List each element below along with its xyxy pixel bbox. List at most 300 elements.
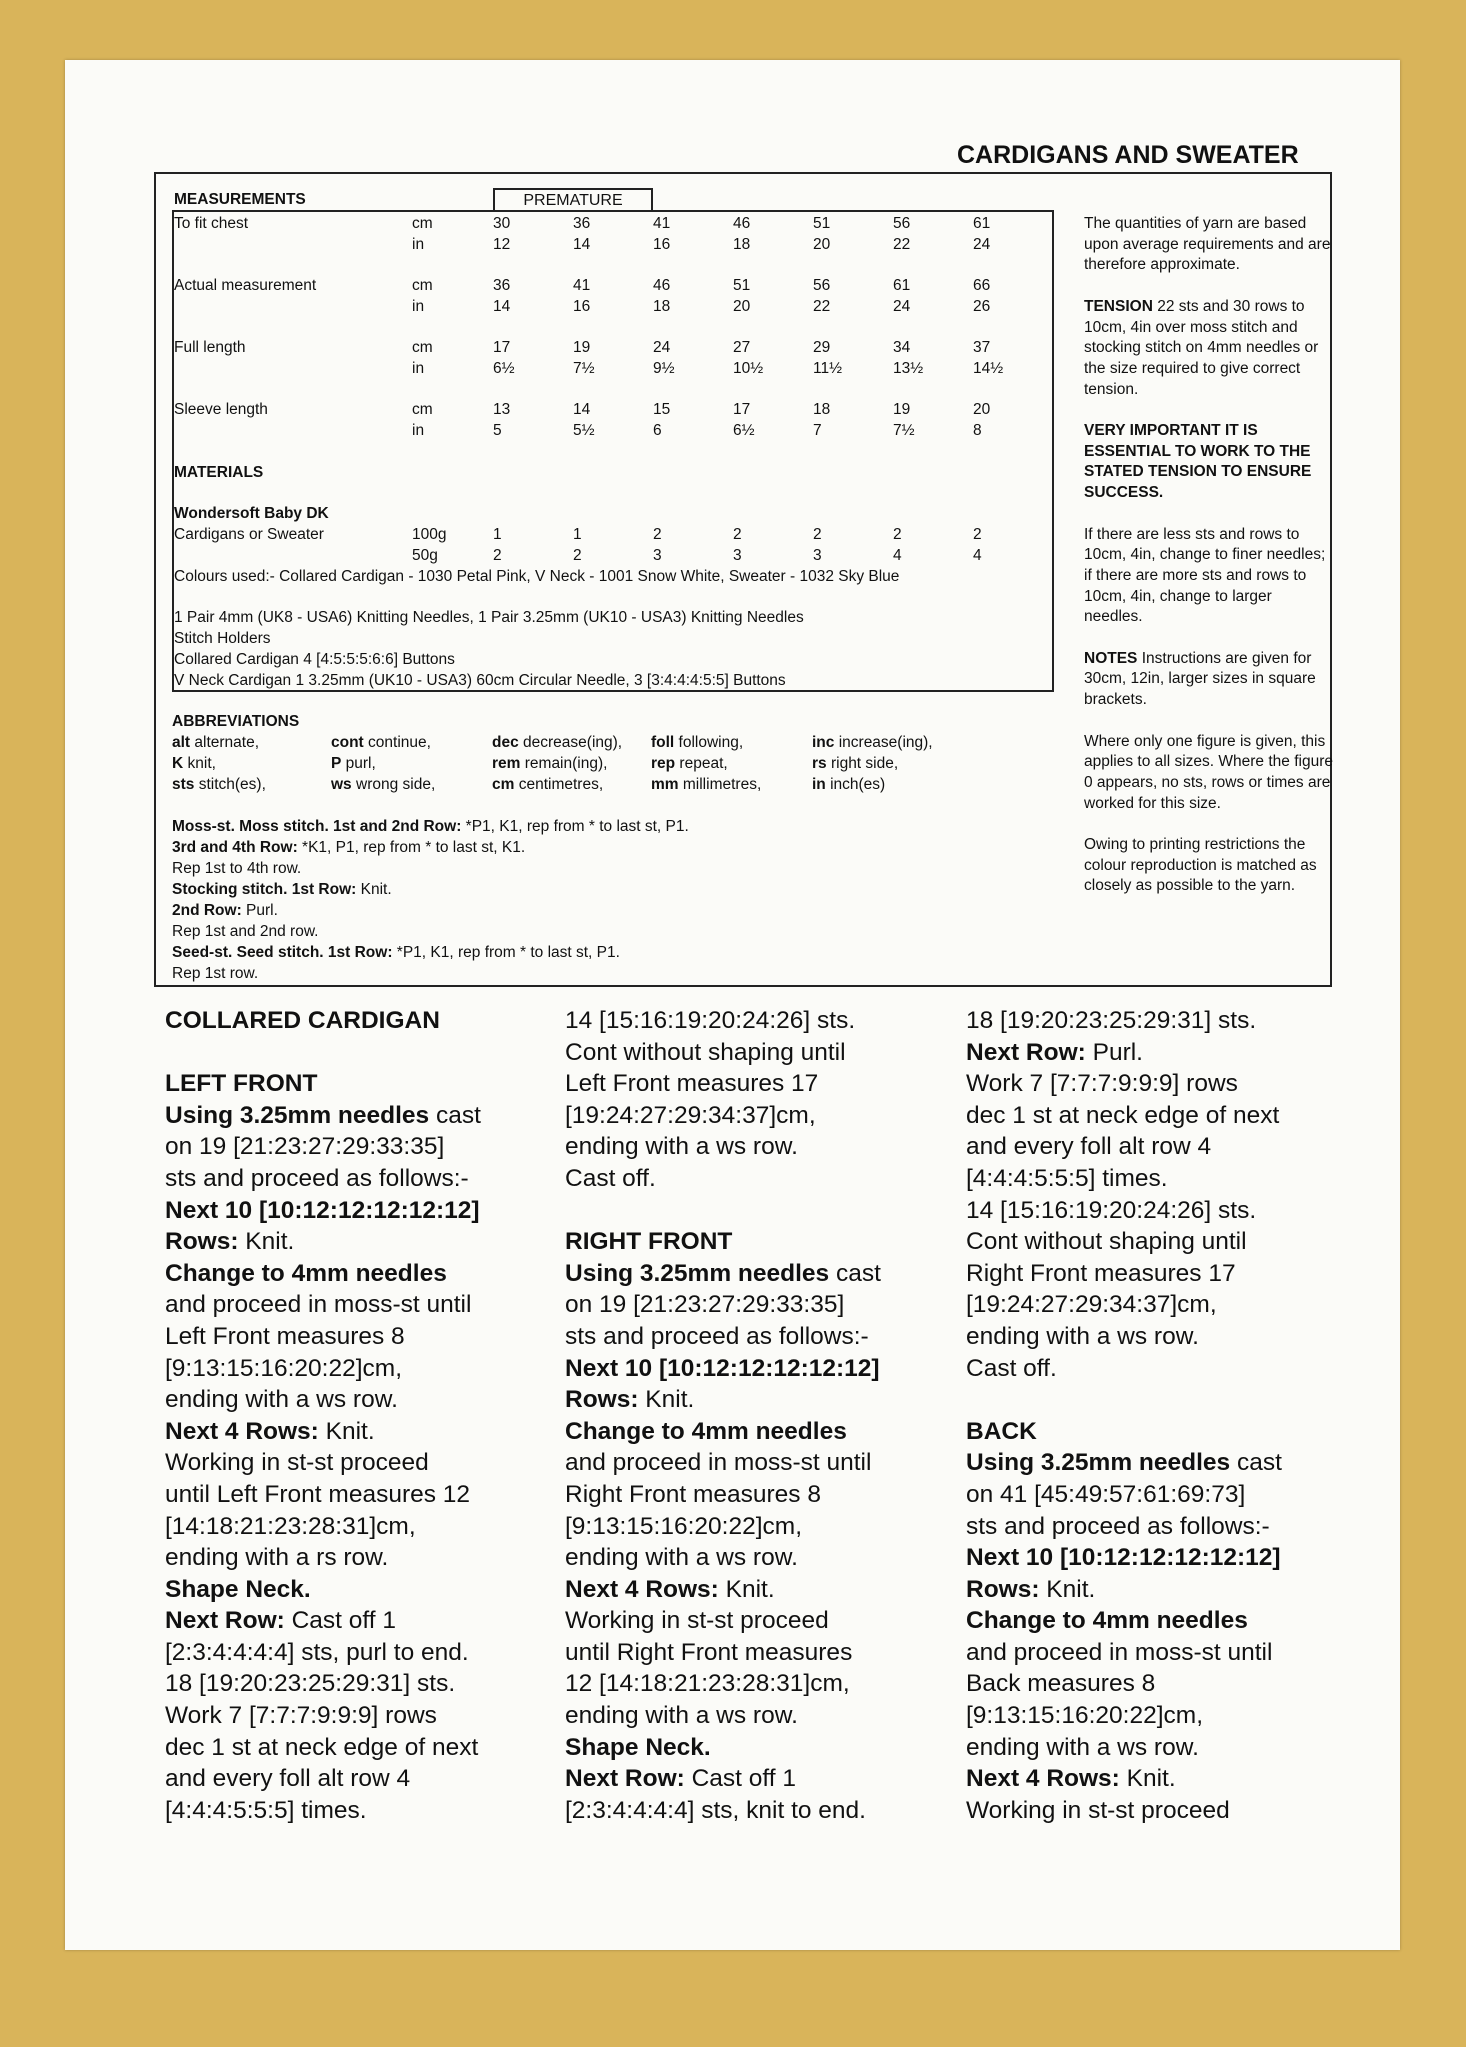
instruction-line bbox=[565, 1289, 945, 1321]
instruction-bold: Rows: bbox=[966, 1575, 1040, 1603]
measurement-unit: in bbox=[412, 360, 425, 377]
instruction-line bbox=[165, 1447, 545, 1479]
measurement-unit: in bbox=[412, 422, 425, 439]
abbreviation-meaning: stitch(es), bbox=[194, 776, 266, 793]
measurement-value: 61 bbox=[893, 277, 911, 294]
instruction-text: Right Front measures 17 bbox=[966, 1259, 1236, 1287]
measurement-value: 5 bbox=[493, 422, 502, 439]
single-figure-note: Where only one figure is given, this applies to all sizes. Where the figure 0 appears, no sts, rows or times are worked for this size. bbox=[1084, 732, 1333, 812]
measurement-value: 37 bbox=[973, 339, 991, 356]
instruction-text: ending with a ws row. bbox=[565, 1702, 798, 1730]
measurement-value: 16 bbox=[573, 298, 591, 315]
abbreviation-item bbox=[651, 775, 761, 795]
instruction-line bbox=[966, 1763, 1346, 1795]
measurement-value: 16 bbox=[653, 236, 671, 253]
measurement-value: 61 bbox=[973, 215, 991, 232]
instruction-text: ending with a ws row. bbox=[966, 1733, 1199, 1761]
measurement-value: 6½ bbox=[733, 422, 755, 439]
instruction-bold: Next Row: bbox=[565, 1765, 685, 1793]
instruction-line bbox=[966, 1068, 1346, 1100]
notes-label: NOTES bbox=[1084, 649, 1138, 667]
instruction-text: Knit. bbox=[718, 1575, 775, 1603]
instruction-bold: Using 3.25mm needles bbox=[565, 1259, 830, 1287]
abbreviation-meaning: wrong side, bbox=[351, 776, 436, 793]
instruction-bold: Using 3.25mm needles bbox=[966, 1449, 1231, 1477]
instruction-line bbox=[165, 1068, 545, 1100]
yarn-ball-count: 2 bbox=[893, 526, 902, 543]
important-note: VERY IMPORTANT IT IS ESSENTIAL TO WORK TO THE STATED TENSION TO ENSURE SUCCESS. bbox=[1084, 422, 1312, 502]
instruction-text: Knit. bbox=[238, 1228, 295, 1256]
abbreviation-term: alt bbox=[172, 734, 191, 751]
measurement-value: 19 bbox=[573, 339, 591, 356]
instruction-line bbox=[966, 1668, 1346, 1700]
measurement-value: 6 bbox=[653, 422, 662, 439]
instruction-line bbox=[165, 1732, 545, 1764]
measurement-value: 24 bbox=[893, 298, 911, 315]
instruction-line bbox=[165, 1195, 545, 1227]
instruction-text: Purl. bbox=[1085, 1038, 1143, 1066]
instruction-text: cast bbox=[1230, 1449, 1282, 1477]
abbreviation-item bbox=[172, 733, 259, 753]
stitch-line bbox=[172, 817, 689, 837]
abbreviation-item bbox=[651, 754, 728, 774]
abbreviation-meaning: purl, bbox=[341, 755, 376, 772]
stitch-line bbox=[172, 922, 319, 942]
measurement-unit: in bbox=[412, 298, 425, 315]
measurement-value: 41 bbox=[653, 215, 671, 232]
instruction-text: Cont without shaping until bbox=[565, 1038, 846, 1066]
abbreviation-item bbox=[812, 733, 933, 753]
instruction-line bbox=[165, 1511, 545, 1543]
instructions-column-1 bbox=[165, 1005, 545, 1826]
instruction-bold: Next 4 Rows: bbox=[565, 1575, 719, 1603]
measurement-value: 27 bbox=[733, 339, 751, 356]
instruction-bold: Change to 4mm needles bbox=[565, 1417, 847, 1445]
measurement-value: 6½ bbox=[493, 360, 515, 377]
measurement-value: 14 bbox=[493, 298, 511, 315]
instruction-bold: LEFT FRONT bbox=[165, 1070, 318, 1098]
stitch-line bbox=[172, 964, 258, 984]
measurement-value: 17 bbox=[733, 401, 751, 418]
measurement-value: 24 bbox=[653, 339, 671, 356]
instruction-text: [9:13:15:16:20:22]cm, bbox=[565, 1512, 802, 1540]
instruction-text: 18 [19:20:23:25:29:31] sts. bbox=[966, 1007, 1257, 1034]
measurement-value: 66 bbox=[973, 277, 991, 294]
measurement-value: 20 bbox=[813, 236, 831, 253]
measurement-value: 18 bbox=[653, 298, 671, 315]
yarn-ball-count: 2 bbox=[653, 526, 662, 543]
notes-sidebar bbox=[1084, 214, 1334, 918]
instruction-line bbox=[966, 1321, 1346, 1353]
instruction-line bbox=[565, 1353, 945, 1385]
instruction-line bbox=[966, 1163, 1346, 1195]
instruction-text: [4:4:4:5:5:5] times. bbox=[165, 1796, 367, 1824]
instruction-text: Cont without shaping until bbox=[966, 1228, 1247, 1256]
stitch-line bbox=[172, 880, 392, 900]
instruction-text: dec 1 st at neck edge of next bbox=[165, 1733, 479, 1761]
instruction-text: Knit. bbox=[638, 1386, 695, 1414]
instruction-line bbox=[966, 1732, 1346, 1764]
stitch-instruction: *K1, P1, rep from * to last st, K1. bbox=[297, 839, 526, 856]
instruction-line bbox=[565, 1542, 945, 1574]
instruction-bold: Rows: bbox=[565, 1386, 639, 1414]
instruction-line bbox=[966, 1542, 1346, 1574]
measurement-label: To fit chest bbox=[174, 215, 249, 232]
abbreviation-meaning: following, bbox=[674, 734, 744, 751]
measurement-value: 22 bbox=[813, 298, 831, 315]
abbreviation-term: dec bbox=[492, 734, 519, 751]
stitch-name: 2nd Row: bbox=[172, 902, 242, 919]
notes-text: Instructions are given for 30cm, 12in, larger sizes in square brackets. bbox=[1084, 649, 1316, 709]
abbreviation-term: mm bbox=[651, 776, 679, 793]
materials-heading: MATERIALS bbox=[174, 464, 264, 481]
instruction-line bbox=[565, 1005, 945, 1037]
instruction-text: on 19 [21:23:27:29:33:35] bbox=[165, 1133, 445, 1161]
measurement-value: 15 bbox=[653, 401, 671, 418]
instruction-line bbox=[966, 1637, 1346, 1669]
instruction-text: sts and proceed as follows:- bbox=[565, 1322, 869, 1350]
instructions-column-3 bbox=[966, 1005, 1346, 1826]
instruction-text: [2:3:4:4:4:4] sts, knit to end. bbox=[565, 1796, 866, 1824]
instruction-text: Right Front measures 8 bbox=[565, 1480, 821, 1508]
instruction-text: [19:24:27:29:34:37]cm, bbox=[565, 1101, 816, 1129]
measurement-label: Sleeve length bbox=[174, 401, 268, 418]
instruction-bold: Shape Neck. bbox=[565, 1733, 711, 1761]
instruction-bold: Next 10 [10:12:12:12:12:12] bbox=[165, 1196, 480, 1224]
measurement-value: 10½ bbox=[733, 360, 764, 377]
instruction-line bbox=[165, 1384, 545, 1416]
instruction-text: sts and proceed as follows:- bbox=[966, 1512, 1270, 1540]
instruction-line bbox=[966, 1195, 1346, 1227]
instruction-line bbox=[165, 1763, 545, 1795]
instruction-text: 14 [15:16:19:20:24:26] sts. bbox=[565, 1007, 856, 1034]
measurement-value: 18 bbox=[733, 236, 751, 253]
instruction-line bbox=[565, 1637, 945, 1669]
abbreviation-term: sts bbox=[172, 776, 195, 793]
yarn-ball-count: 2 bbox=[813, 526, 822, 543]
stitch-instruction: Rep 1st row. bbox=[172, 965, 259, 982]
measurement-value: 56 bbox=[813, 277, 831, 294]
measurement-unit: in bbox=[412, 236, 425, 253]
instruction-line bbox=[565, 1163, 945, 1195]
instruction-bold: Change to 4mm needles bbox=[165, 1259, 447, 1287]
abbreviation-item bbox=[331, 733, 431, 753]
instruction-line bbox=[165, 1321, 545, 1353]
abbreviation-term: P bbox=[331, 755, 342, 772]
abbreviation-meaning: repeat, bbox=[675, 755, 728, 772]
instruction-text: Knit. bbox=[1039, 1575, 1096, 1603]
premature-label: PREMATURE bbox=[493, 188, 653, 212]
instruction-text: dec 1 st at neck edge of next bbox=[966, 1101, 1280, 1129]
abbreviation-item bbox=[651, 733, 743, 753]
instruction-line bbox=[565, 1574, 945, 1606]
measurement-value: 12 bbox=[493, 236, 511, 253]
instruction-text: 18 [19:20:23:25:29:31] sts. bbox=[165, 1670, 456, 1698]
instruction-text: Cast off. bbox=[565, 1164, 656, 1192]
measurement-unit: cm bbox=[412, 339, 433, 356]
instruction-text: Left Front measures 17 bbox=[565, 1070, 819, 1098]
instruction-line bbox=[165, 1542, 545, 1574]
abbreviation-item bbox=[172, 775, 266, 795]
instruction-line bbox=[165, 1258, 545, 1290]
measurement-value: 30 bbox=[493, 215, 511, 232]
instructions-column-2 bbox=[565, 1005, 945, 1826]
instruction-line bbox=[966, 1226, 1346, 1258]
yarn-ball-count: 1 bbox=[493, 526, 502, 543]
measurement-value: 14 bbox=[573, 236, 591, 253]
instruction-line bbox=[966, 1037, 1346, 1069]
instruction-text: until Right Front measures bbox=[565, 1638, 853, 1666]
abbreviation-meaning: decrease(ing), bbox=[518, 734, 623, 751]
instruction-text: ending with a ws row. bbox=[565, 1544, 798, 1572]
yarn-ball-count: 2 bbox=[733, 526, 742, 543]
stitch-name: Stocking stitch. 1st Row: bbox=[172, 881, 357, 898]
instruction-line bbox=[565, 1668, 945, 1700]
needles-text: 1 Pair 4mm (UK8 - USA6) Knitting Needles, 1 Pair 3.25mm (UK10 - USA3) Knitting Needles bbox=[174, 609, 804, 626]
yarn-ball-count: 1 bbox=[573, 526, 582, 543]
abbreviation-meaning: inch(es) bbox=[825, 776, 886, 793]
instruction-line bbox=[565, 1258, 945, 1290]
stitch-instruction: Purl. bbox=[241, 902, 278, 919]
instruction-line bbox=[565, 1226, 945, 1258]
stitch-name: 3rd and 4th Row: bbox=[172, 839, 298, 856]
instruction-line bbox=[165, 1574, 545, 1606]
instruction-text: Knit. bbox=[318, 1417, 375, 1445]
instruction-text: on 19 [21:23:27:29:33:35] bbox=[565, 1291, 845, 1319]
instruction-bold: COLLARED CARDIGAN bbox=[165, 1007, 440, 1034]
yarn-ball-count: 3 bbox=[813, 547, 822, 564]
measurement-value: 5½ bbox=[573, 422, 595, 439]
yarn-ball-count: 2 bbox=[573, 547, 582, 564]
instruction-line bbox=[565, 1416, 945, 1448]
instruction-text: cast bbox=[429, 1101, 481, 1129]
instruction-text: [14:18:21:23:28:31]cm, bbox=[165, 1512, 416, 1540]
instruction-text: ending with a ws row. bbox=[966, 1322, 1199, 1350]
abbreviation-term: rs bbox=[812, 755, 827, 772]
measurement-value: 13 bbox=[493, 401, 511, 418]
instruction-bold: Shape Neck. bbox=[165, 1575, 311, 1603]
instruction-line bbox=[565, 1384, 945, 1416]
instruction-line bbox=[165, 1353, 545, 1385]
measurement-value: 36 bbox=[573, 215, 591, 232]
instruction-text: 12 [14:18:21:23:28:31]cm, bbox=[565, 1670, 850, 1698]
instruction-text: and every foll alt row 4 bbox=[966, 1133, 1212, 1161]
measurement-value: 24 bbox=[973, 236, 991, 253]
stitch-line bbox=[172, 838, 525, 858]
instruction-line bbox=[966, 1447, 1346, 1479]
measurement-label: Actual measurement bbox=[174, 277, 317, 294]
yarn-item: Cardigans or Sweater bbox=[174, 526, 324, 543]
instruction-line bbox=[966, 1100, 1346, 1132]
collared-buttons-text: Collared Cardigan 4 [4:5:5:5:6:6] Buttons bbox=[174, 651, 455, 668]
measurement-value: 18 bbox=[813, 401, 831, 418]
measurement-unit: cm bbox=[412, 277, 433, 294]
instruction-line bbox=[565, 1037, 945, 1069]
notes-note bbox=[1084, 649, 1334, 711]
instruction-bold: Change to 4mm needles bbox=[966, 1607, 1248, 1635]
instruction-line bbox=[165, 1668, 545, 1700]
stitch-instruction: *P1, K1, rep from * to last st, P1. bbox=[461, 818, 689, 835]
abbreviation-item bbox=[172, 754, 216, 774]
measurement-value: 46 bbox=[733, 215, 751, 232]
instruction-bold: Rows: bbox=[165, 1228, 239, 1256]
instruction-line bbox=[565, 1321, 945, 1353]
instruction-line bbox=[966, 1479, 1346, 1511]
instruction-line bbox=[966, 1700, 1346, 1732]
measurement-value: 7 bbox=[813, 422, 822, 439]
measurement-value: 7½ bbox=[573, 360, 595, 377]
quantities-note: The quantities of yarn are based upon average requirements and are therefore approximate. bbox=[1084, 215, 1331, 274]
measurement-value: 51 bbox=[813, 215, 831, 232]
instruction-text: [4:4:4:5:5:5] times. bbox=[966, 1164, 1168, 1192]
measurement-unit: cm bbox=[412, 215, 433, 232]
abbreviation-item bbox=[492, 775, 603, 795]
instruction-bold: Next Row: bbox=[966, 1038, 1086, 1066]
paragraph-gap bbox=[565, 1195, 945, 1227]
instruction-line bbox=[165, 1637, 545, 1669]
instruction-text: Back measures 8 bbox=[966, 1670, 1156, 1698]
measurement-value: 17 bbox=[493, 339, 511, 356]
measurement-value: 14½ bbox=[973, 360, 1004, 377]
instruction-text: and proceed in moss-st until bbox=[966, 1638, 1273, 1666]
measurement-value: 13½ bbox=[893, 360, 924, 377]
instruction-text: until Left Front measures 12 bbox=[165, 1480, 471, 1508]
instruction-line bbox=[565, 1479, 945, 1511]
tension-label: TENSION bbox=[1084, 297, 1153, 315]
measurement-value: 41 bbox=[573, 277, 591, 294]
instruction-line bbox=[565, 1763, 945, 1795]
vneck-text: V Neck Cardigan 1 3.25mm (UK10 - USA3) 60cm Circular Needle, 3 [3:4:4:4:5:5] Buttons bbox=[174, 672, 786, 689]
abbreviation-term: cm bbox=[492, 776, 515, 793]
instruction-line bbox=[966, 1605, 1346, 1637]
instruction-line bbox=[966, 1258, 1346, 1290]
abbreviation-term: rep bbox=[651, 755, 676, 772]
instruction-line bbox=[565, 1732, 945, 1764]
instruction-line bbox=[966, 1353, 1346, 1385]
measurement-value: 9½ bbox=[653, 360, 675, 377]
instruction-line bbox=[165, 1226, 545, 1258]
abbreviation-item bbox=[331, 775, 435, 795]
yarn-weight: 50g bbox=[412, 547, 438, 564]
instruction-line bbox=[966, 1511, 1346, 1543]
instruction-text: Left Front measures 8 bbox=[165, 1322, 405, 1350]
instruction-text: [9:13:15:16:20:22]cm, bbox=[966, 1702, 1203, 1730]
measurement-value: 56 bbox=[893, 215, 911, 232]
instruction-line bbox=[565, 1068, 945, 1100]
abbreviation-meaning: millimetres, bbox=[678, 776, 762, 793]
abbreviation-meaning: continue, bbox=[363, 734, 431, 751]
stitch-instruction: Rep 1st and 2nd row. bbox=[172, 923, 319, 940]
instruction-bold: Next 10 [10:12:12:12:12:12] bbox=[565, 1354, 880, 1382]
instruction-bold: Using 3.25mm needles bbox=[165, 1101, 430, 1129]
abbreviation-term: K bbox=[172, 755, 184, 772]
instruction-line bbox=[966, 1289, 1346, 1321]
measurement-value: 7½ bbox=[893, 422, 915, 439]
instruction-line bbox=[565, 1131, 945, 1163]
abbreviation-term: inc bbox=[812, 734, 835, 751]
instruction-text: Cast off. bbox=[966, 1354, 1057, 1382]
instruction-text: Cast off 1 bbox=[284, 1607, 397, 1635]
instruction-text: Working in st-st proceed bbox=[966, 1796, 1230, 1824]
instruction-line bbox=[165, 1700, 545, 1732]
yarn-ball-count: 3 bbox=[733, 547, 742, 564]
stitch-line bbox=[172, 901, 278, 921]
abbreviation-meaning: centimetres, bbox=[514, 776, 604, 793]
instruction-line bbox=[165, 1163, 545, 1195]
tension-note bbox=[1084, 297, 1334, 401]
instruction-text: sts and proceed as follows:- bbox=[165, 1164, 469, 1192]
measurement-value: 26 bbox=[973, 298, 991, 315]
measurement-value: 20 bbox=[973, 401, 991, 418]
measurement-value: 14 bbox=[573, 401, 591, 418]
instruction-line bbox=[165, 1005, 545, 1037]
abbreviation-meaning: increase(ing), bbox=[834, 734, 933, 751]
stitch-name: Seed-st. Seed stitch. 1st Row: bbox=[172, 944, 393, 961]
paragraph-gap bbox=[966, 1384, 1346, 1416]
instruction-bold: Next 4 Rows: bbox=[966, 1765, 1120, 1793]
abbreviation-item bbox=[812, 754, 898, 774]
instruction-line bbox=[165, 1416, 545, 1448]
instruction-bold: Next Row: bbox=[165, 1607, 285, 1635]
abbreviation-meaning: alternate, bbox=[190, 734, 260, 751]
instruction-bold: RIGHT FRONT bbox=[565, 1228, 733, 1256]
abbreviation-item bbox=[331, 754, 376, 774]
measurement-value: 36 bbox=[493, 277, 511, 294]
abbreviation-meaning: remain(ing), bbox=[520, 755, 608, 772]
measurements-heading: MEASUREMENTS bbox=[174, 191, 306, 208]
stitch-instruction: *P1, K1, rep from * to last st, P1. bbox=[392, 944, 620, 961]
instruction-bold: Next 10 [10:12:12:12:12:12] bbox=[966, 1544, 1281, 1572]
abbreviations-heading: ABBREVIATIONS bbox=[172, 713, 300, 730]
printing-note: Owing to printing restrictions the colour reproduction is matched as closely as possible to the yarn. bbox=[1084, 836, 1317, 895]
instruction-line bbox=[565, 1700, 945, 1732]
instruction-text: Working in st-st proceed bbox=[565, 1607, 829, 1635]
instruction-bold: Next 4 Rows: bbox=[165, 1417, 319, 1445]
instruction-line bbox=[966, 1005, 1346, 1037]
colours-used: Colours used:- Collared Cardigan - 1030 Petal Pink, V Neck - 1001 Snow White, Sweater - 1032 Sky Blue bbox=[174, 568, 900, 585]
instruction-line bbox=[165, 1131, 545, 1163]
instruction-line bbox=[565, 1795, 945, 1827]
measurement-value: 20 bbox=[733, 298, 751, 315]
yarn-name: Wondersoft Baby DK bbox=[174, 505, 329, 522]
instruction-text: and proceed in moss-st until bbox=[165, 1291, 472, 1319]
stitch-line bbox=[172, 859, 301, 879]
abbreviation-term: ws bbox=[331, 776, 352, 793]
instruction-text: on 41 [45:49:57:61:69:73] bbox=[966, 1480, 1246, 1508]
abbreviation-term: rem bbox=[492, 755, 521, 772]
instruction-text: and every foll alt row 4 bbox=[165, 1765, 411, 1793]
instruction-line bbox=[165, 1289, 545, 1321]
instruction-text: Work 7 [7:7:7:9:9:9] rows bbox=[165, 1702, 437, 1730]
instruction-line bbox=[966, 1131, 1346, 1163]
instruction-text: [9:13:15:16:20:22]cm, bbox=[165, 1354, 402, 1382]
yarn-ball-count: 4 bbox=[893, 547, 902, 564]
measurement-value: 34 bbox=[893, 339, 911, 356]
stitch-instruction: Knit. bbox=[356, 881, 392, 898]
instruction-line bbox=[966, 1795, 1346, 1827]
measurement-value: 51 bbox=[733, 277, 751, 294]
abbreviation-term: cont bbox=[331, 734, 364, 751]
instruction-text: Knit. bbox=[1119, 1765, 1176, 1793]
instruction-line bbox=[565, 1605, 945, 1637]
measurement-value: 19 bbox=[893, 401, 911, 418]
measurement-value: 8 bbox=[973, 422, 982, 439]
yarn-weight: 100g bbox=[412, 526, 447, 543]
measurement-label: Full length bbox=[174, 339, 246, 356]
measurement-value: 46 bbox=[653, 277, 671, 294]
instruction-text: ending with a ws row. bbox=[165, 1386, 398, 1414]
needle-size-note: If there are less sts and rows to 10cm, 4in, change to finer needles; if there are more sts and rows to 10cm, 4in, change to larger needles. bbox=[1084, 525, 1326, 626]
